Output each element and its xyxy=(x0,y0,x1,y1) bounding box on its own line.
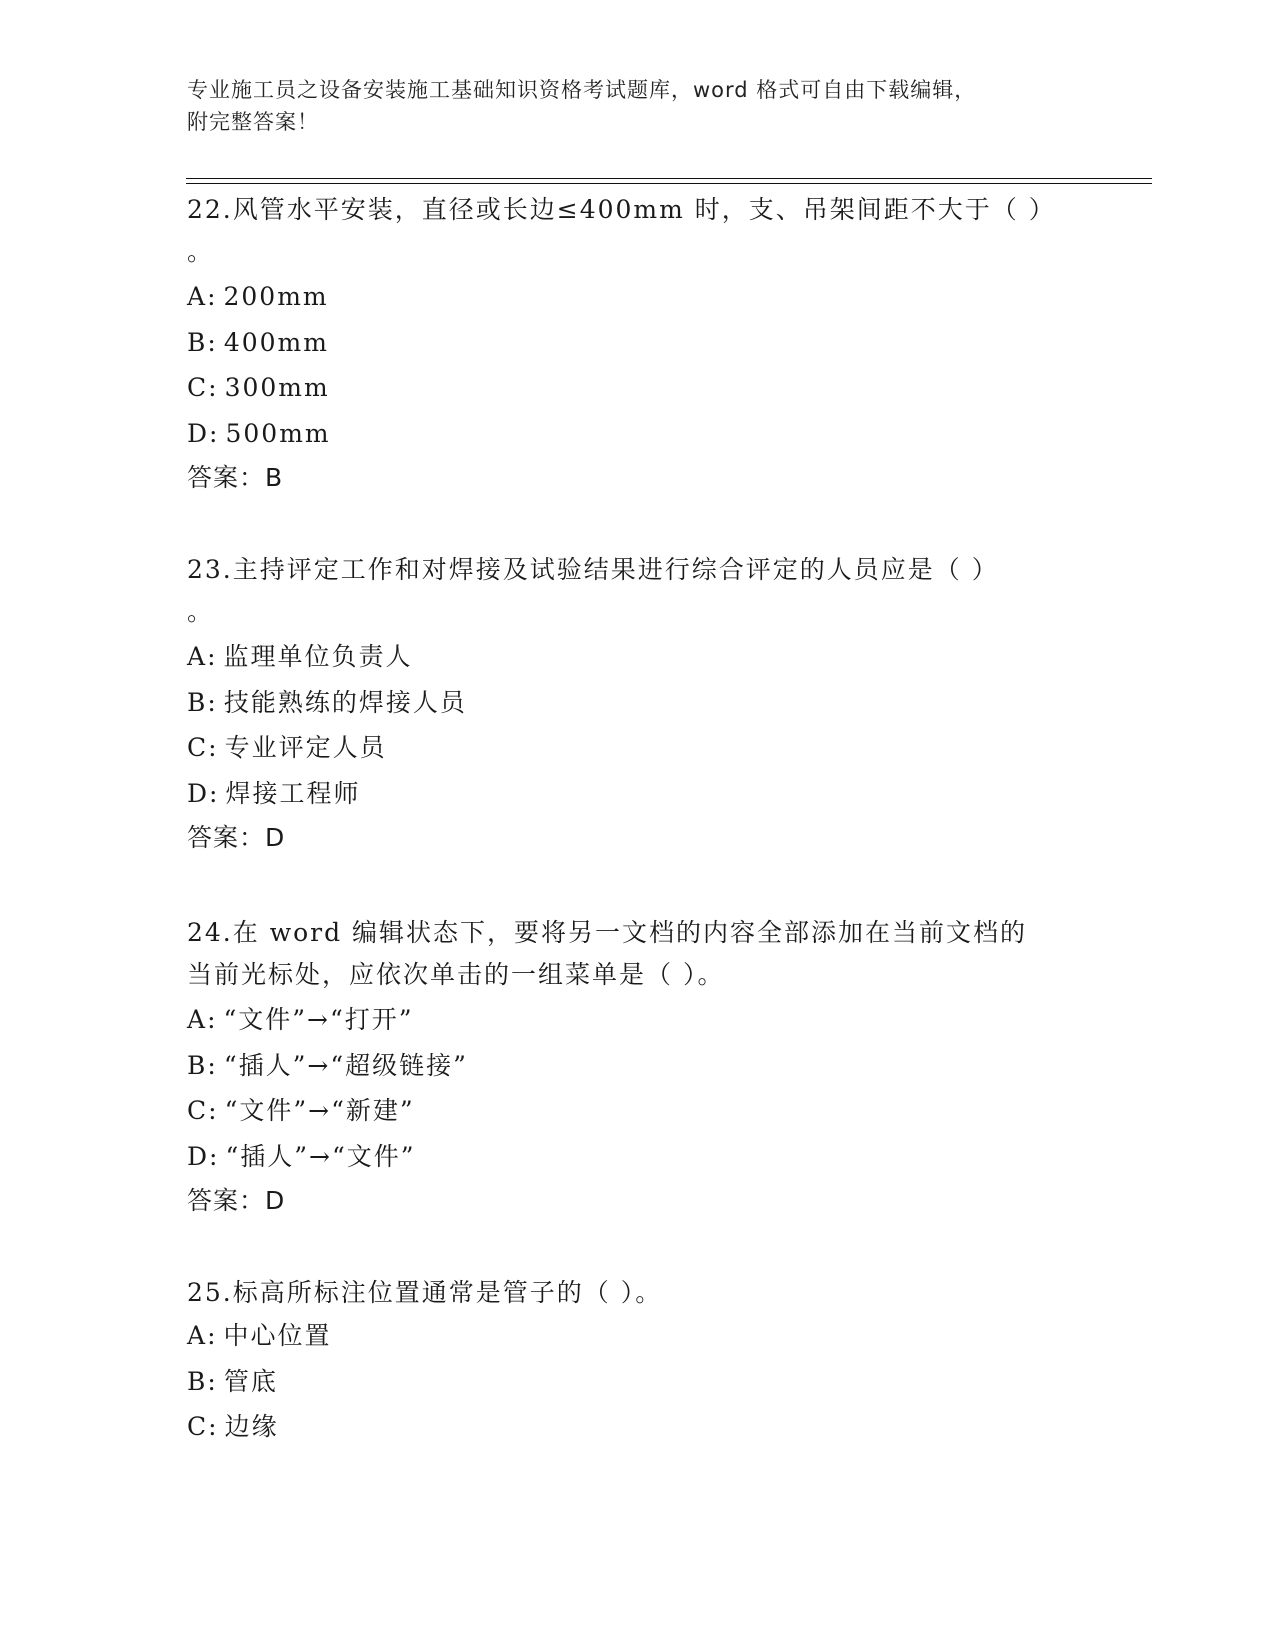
option-separator: : xyxy=(207,282,218,311)
option-letter: D xyxy=(187,778,210,808)
option-list xyxy=(187,634,1067,816)
option-separator: : xyxy=(207,1366,218,1396)
question-25 xyxy=(187,1272,1067,1450)
header-line-1: 专业施工员之设备安装施工基础知识资格考试题库，word 格式可自由下载编辑， xyxy=(187,78,977,102)
option-separator: : xyxy=(208,1096,219,1125)
option-text: 技能熟练的焊接人员 xyxy=(223,687,467,717)
answer-line xyxy=(187,1179,1067,1223)
option-letter: A xyxy=(187,1005,208,1034)
option-separator: : xyxy=(207,687,218,717)
option-separator: : xyxy=(209,418,220,448)
option-text: 专业评定人员 xyxy=(224,733,387,762)
option-c xyxy=(187,725,1067,771)
option-text: 400mm xyxy=(223,327,329,357)
header-divider-top xyxy=(186,178,1152,179)
option-text: 500mm xyxy=(225,418,331,448)
option-list xyxy=(187,997,1067,1179)
option-separator: : xyxy=(209,1141,220,1171)
option-text: “插人”→“超级链接” xyxy=(223,1050,468,1080)
option-separator: : xyxy=(209,778,220,808)
option-letter: D xyxy=(187,418,210,448)
answer-value: D xyxy=(265,823,286,852)
option-a xyxy=(187,634,1067,680)
option-letter: A xyxy=(187,642,208,671)
option-text: 管底 xyxy=(223,1366,278,1396)
option-letter: B xyxy=(187,1366,208,1396)
option-b xyxy=(187,1043,1067,1089)
question-stem: 24.在 word 编辑状态下，要将另一文档的内容全部添加在当前文档的 xyxy=(187,918,1028,947)
option-text: 300mm xyxy=(224,373,330,402)
question-23 xyxy=(187,549,1067,860)
answer-label: 答案： xyxy=(187,463,266,492)
option-letter: D xyxy=(187,1141,210,1171)
question-stem: 25.标高所标注位置通常是管子的（ ）。 xyxy=(187,1278,663,1307)
option-separator: : xyxy=(207,1050,218,1080)
option-letter: C xyxy=(187,373,209,402)
option-c xyxy=(187,365,1067,411)
option-text: 监理单位负责人 xyxy=(223,642,413,671)
option-letter: B xyxy=(187,327,208,357)
option-separator: : xyxy=(208,1412,219,1441)
option-c xyxy=(187,1404,1067,1450)
answer-label: 答案： xyxy=(187,1186,266,1215)
option-c xyxy=(187,1088,1067,1134)
option-b xyxy=(187,1359,1067,1405)
option-text: 焊接工程师 xyxy=(225,778,361,808)
option-letter: C xyxy=(187,733,209,762)
answer-value: D xyxy=(265,1186,286,1215)
question-stem-continued: 当前光标处，应依次单击的一组菜单是（ ）。 xyxy=(187,960,725,989)
question-24 xyxy=(187,912,1067,1223)
question-stem-continued: 。 xyxy=(187,237,215,266)
question-stem: 23.主持评定工作和对焊接及试验结果进行综合评定的人员应是（ ） xyxy=(187,555,999,584)
option-letter: B xyxy=(187,687,208,717)
option-separator: : xyxy=(208,373,219,402)
answer-line xyxy=(187,816,1067,860)
option-a xyxy=(187,997,1067,1043)
document-header xyxy=(187,74,1087,138)
option-separator: : xyxy=(207,1321,218,1350)
option-text: “插人”→“文件” xyxy=(225,1141,416,1171)
option-d xyxy=(187,771,1067,817)
option-separator: : xyxy=(208,733,219,762)
option-text: 边缘 xyxy=(224,1412,279,1441)
option-a xyxy=(187,1313,1067,1359)
question-22 xyxy=(187,189,1067,500)
option-text: 200mm xyxy=(223,282,329,311)
option-b xyxy=(187,680,1067,726)
option-text: “文件”→“打开” xyxy=(223,1005,414,1034)
question-stem-continued: 。 xyxy=(187,597,215,626)
option-b xyxy=(187,320,1067,366)
option-letter: A xyxy=(187,282,208,311)
option-letter: B xyxy=(187,1050,208,1080)
option-letter: C xyxy=(187,1096,209,1125)
option-separator: : xyxy=(207,1005,218,1034)
option-text: 中心位置 xyxy=(223,1321,332,1350)
option-separator: : xyxy=(207,327,218,357)
option-text: “文件”→“新建” xyxy=(224,1096,415,1125)
answer-value: B xyxy=(265,463,284,492)
option-list xyxy=(187,1313,1067,1450)
option-letter: C xyxy=(187,1412,209,1441)
option-d xyxy=(187,411,1067,457)
header-line-2: 附完整答案！ xyxy=(187,110,319,134)
option-d xyxy=(187,1134,1067,1180)
answer-label: 答案： xyxy=(187,823,266,852)
answer-line xyxy=(187,456,1067,500)
question-stem: 22.风管水平安装，直径或长边≤400mm 时，支、吊架间距不大于（ ） xyxy=(187,195,1056,224)
option-letter: A xyxy=(187,1321,208,1350)
option-a xyxy=(187,274,1067,320)
option-list xyxy=(187,274,1067,456)
option-separator: : xyxy=(207,642,218,671)
header-divider-bottom xyxy=(186,183,1152,184)
